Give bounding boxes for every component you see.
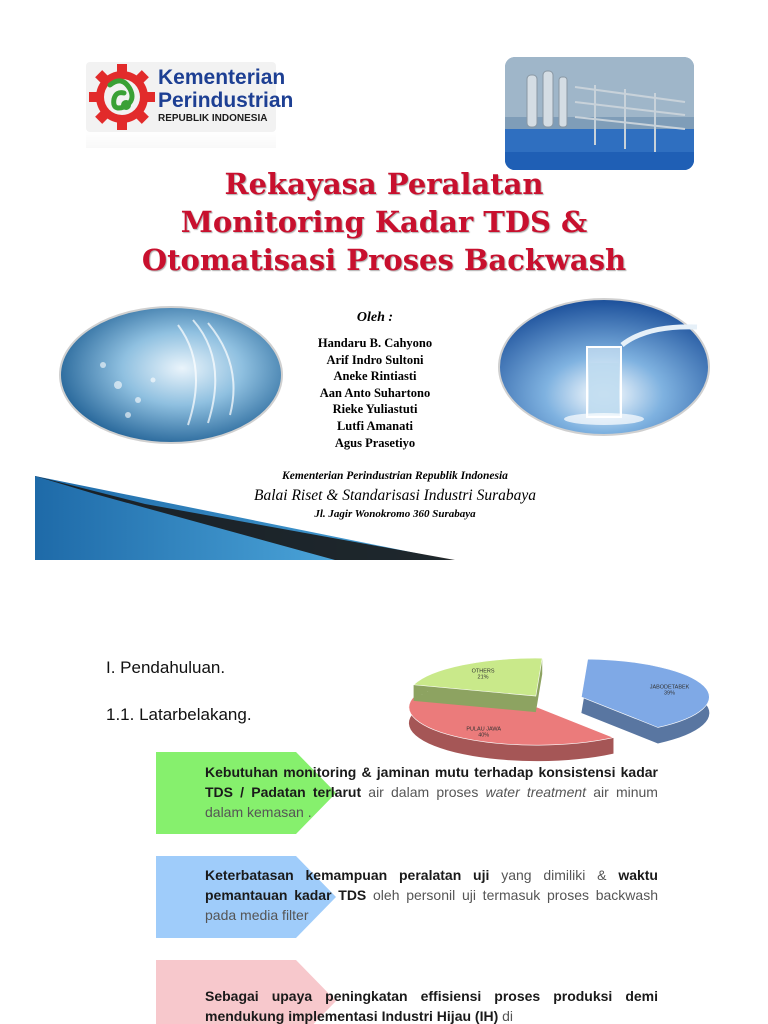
glass-of-water-image: [497, 297, 711, 437]
pie-label-jabodetabek: JABODETABEK: [649, 684, 690, 691]
logo-line-2: Perindustrian: [158, 89, 294, 112]
box-2-mid: yang dimiliki &: [489, 867, 619, 883]
box-3-rest: di: [498, 1008, 514, 1024]
section-heading: I. Pendahuluan.: [106, 658, 226, 677]
author-7: Agus Prasetiyo: [334, 435, 416, 450]
logo-line-1: Kementerian: [158, 66, 286, 89]
box-1-bold: Kebutuhan monitoring & jaminan mutu terhadap konsistensi kadar TDS / Padatan terlarut: [205, 764, 658, 800]
pie-label-others: OTHERS: [471, 668, 495, 675]
box-3-text: [205, 986, 658, 1024]
author-list: [290, 335, 460, 451]
logo-line-3: REPUBLIK INDONESIA: [158, 113, 268, 124]
oleh-label: Oleh :: [356, 310, 394, 325]
box-1-rest2: air minum dalam kemasan .: [205, 784, 658, 820]
water-splash-image: [58, 305, 284, 445]
author-4: Aan Anto Suhartono: [319, 385, 431, 400]
box-1-rest1: air dalam proses: [361, 784, 486, 800]
subsection-heading: 1.1. Latarbelakang.: [106, 705, 252, 724]
kemenperin-logo: [86, 62, 294, 132]
box-2-bold2: waktu pemantauan kadar TDS: [205, 867, 658, 903]
pie-value-others: 21%: [477, 674, 489, 681]
pie-value-jabodetabek: 39%: [664, 690, 676, 697]
introduction-slide: [0, 600, 768, 1024]
box-2-text: [205, 865, 658, 925]
author-5: Rieke Yuliastuti: [332, 402, 418, 417]
pie-value-pulau-jawa: 40%: [478, 732, 490, 739]
logo-reflection: [86, 132, 276, 148]
title-line-2: Monitoring Kadar TDS &: [180, 205, 588, 239]
institution-balai: Balai Riset & Standarisasi Industri Surabaya: [253, 487, 537, 504]
author-3: Aneke Rintiasti: [333, 369, 417, 384]
box-1-text: [205, 762, 658, 822]
presentation-title: [0, 165, 768, 279]
box-3-bold: Sebagai upaya peningkatan effisiensi proses produksi demi mendukung implementasi Industri Hijau (IH): [205, 988, 658, 1024]
pie-label-pulau-jawa: PULAU JAWA: [466, 726, 502, 733]
water-treatment-photo: [505, 57, 694, 170]
author-2: Arif Indro Sultoni: [326, 352, 424, 367]
author-1: Handaru B. Cahyono: [317, 336, 433, 350]
market-share-pie-chart: [385, 652, 715, 772]
title-line-1: Rekayasa Peralatan: [224, 167, 544, 201]
institution-ministry: Kementerian Perindustrian Republik Indonesia: [282, 470, 508, 482]
author-6: Lutfi Amanati: [336, 418, 414, 433]
institution-address: Jl. Jagir Wonokromo 360 Surabaya: [314, 508, 476, 520]
box-2-rest: oleh personil uji termasuk proses backwash pada media filter: [205, 887, 658, 923]
title-line-3: Otomatisasi Proses Backwash: [141, 243, 627, 277]
box-1-italic: water treatment: [485, 784, 587, 800]
box-2-bold1: Keterbatasan kemampuan peralatan uji: [205, 867, 490, 883]
